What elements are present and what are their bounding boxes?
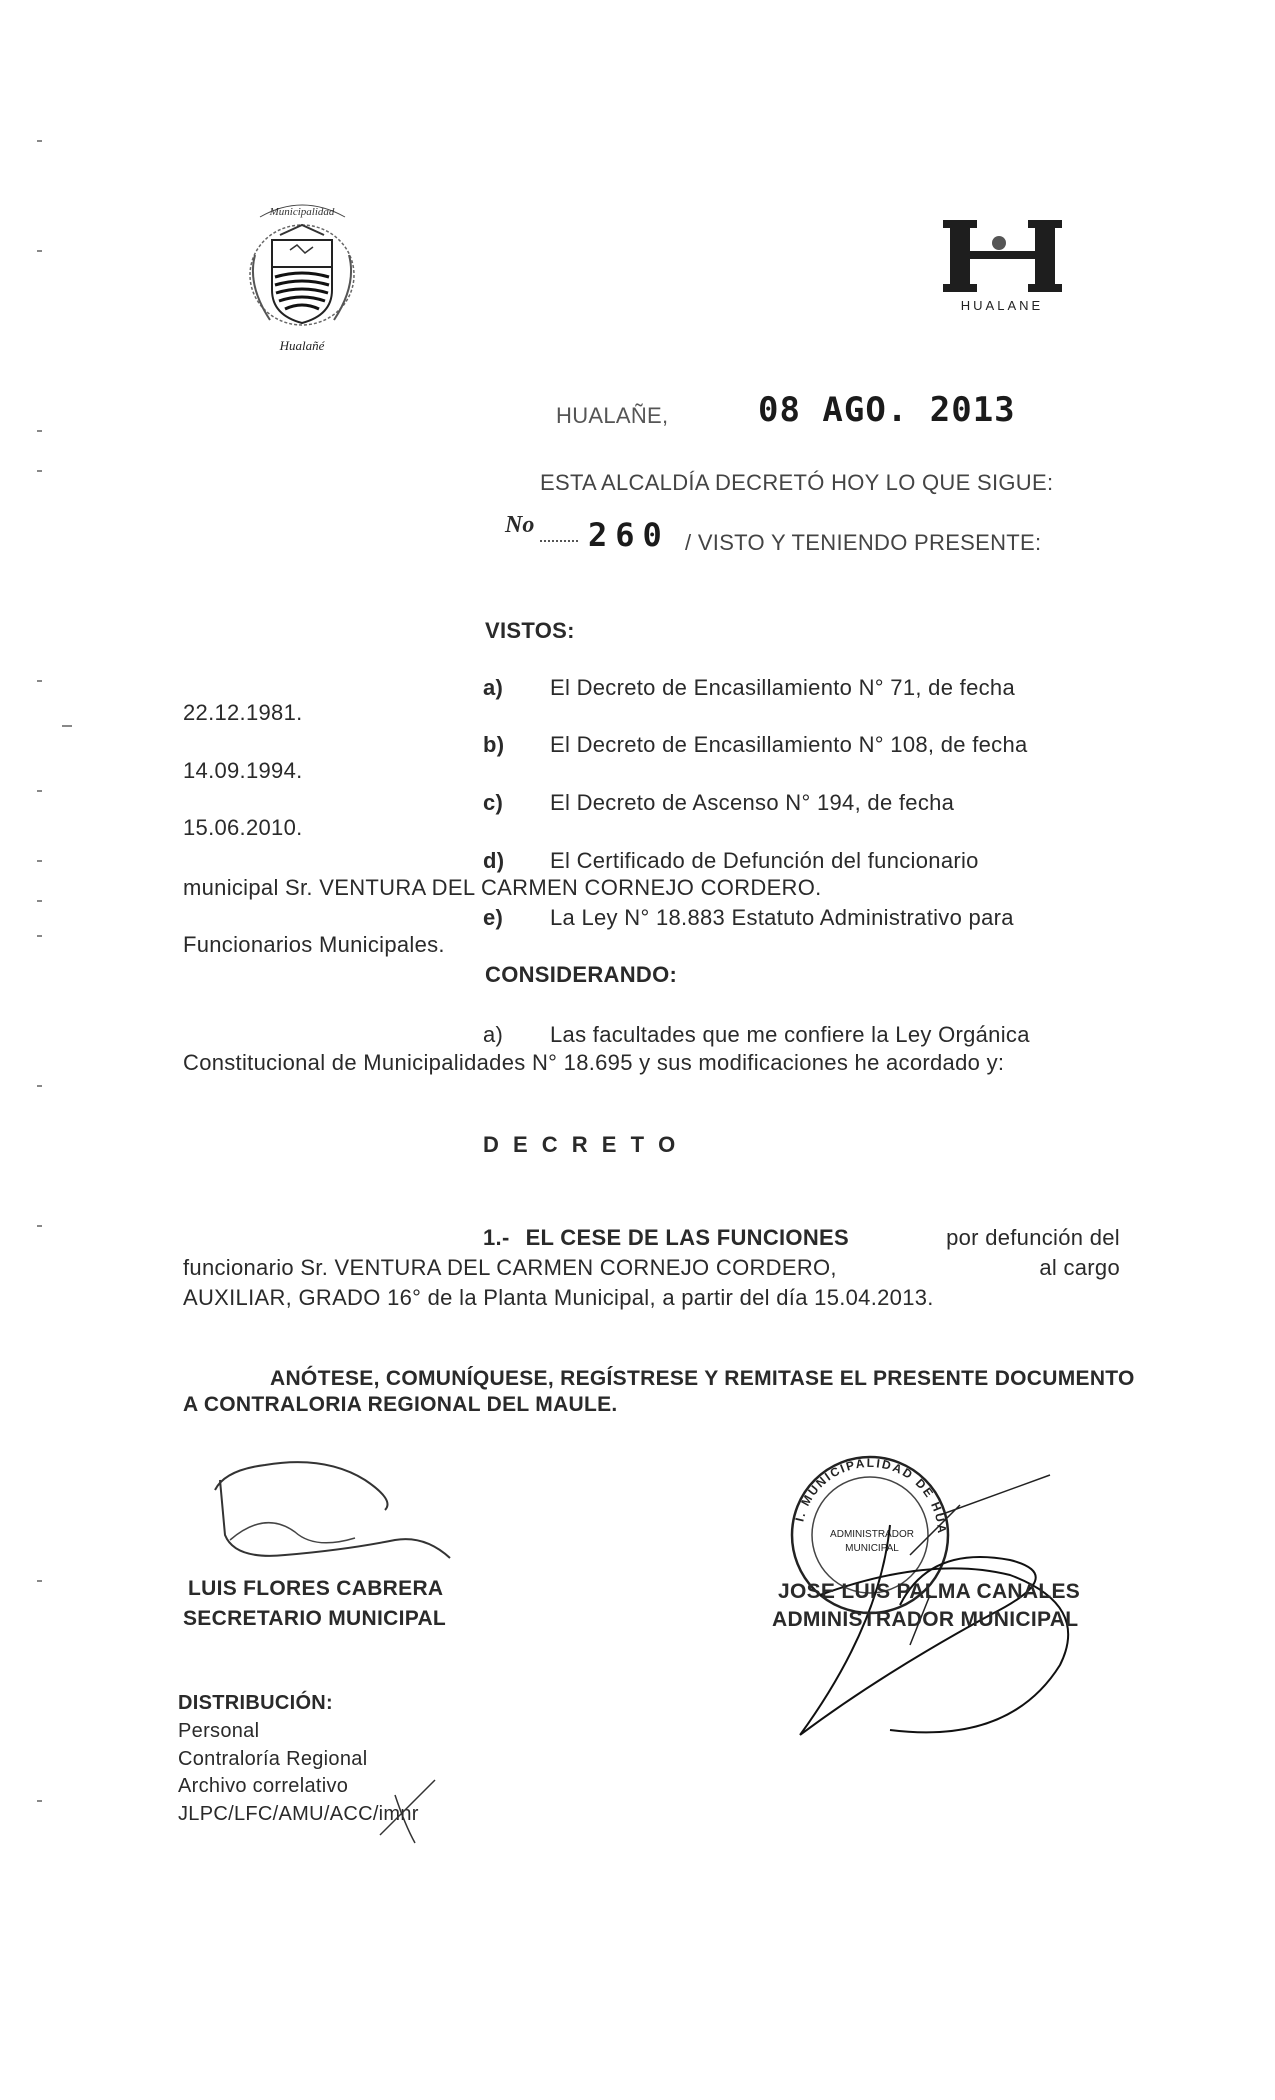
- vistos-item-cont: municipal Sr. VENTURA DEL CARMEN CORNEJO CORDERO.: [183, 875, 822, 900]
- decreto-line2-b: al cargo: [1039, 1255, 1120, 1280]
- left-signer-name: LUIS FLORES CABRERA: [188, 1577, 444, 1600]
- svg-text:ADMINISTRADOR: ADMINISTRADOR: [830, 1529, 914, 1540]
- distribution-item: Contraloría Regional: [178, 1748, 368, 1770]
- decreto-item-rest: por defunción del: [946, 1225, 1120, 1250]
- vistos-item-text: El Decreto de Ascenso N° 194, de fecha: [550, 790, 955, 815]
- initials-scribble: [375, 1765, 455, 1845]
- decreto-item-bold: EL CESE DE LAS FUNCIONES: [525, 1225, 849, 1250]
- svg-text:MUNICIPAL: MUNICIPAL: [845, 1543, 899, 1554]
- vistos-heading: VISTOS:: [485, 618, 575, 643]
- distribution-heading: DISTRIBUCIÓN:: [178, 1692, 334, 1714]
- svg-text:Hualañé: Hualañé: [279, 338, 325, 353]
- right-signer-name: JOSE LUIS PALMA CANALES: [778, 1580, 1081, 1603]
- distribution-item: Personal: [178, 1720, 260, 1742]
- date-stamp: 08 AGO. 2013: [758, 390, 1016, 430]
- vistos-item-text: El Decreto de Encasillamiento N° 71, de fecha: [550, 675, 1015, 700]
- vistos-item-letter: e): [483, 905, 504, 930]
- vistos-item-text: El Decreto de Encasillamiento N° 108, de fecha: [550, 732, 1028, 757]
- vistos-item-cont: 15.06.2010.: [183, 815, 303, 840]
- considerando-heading: CONSIDERANDO:: [485, 962, 678, 987]
- svg-text:HUALANE: HUALANE: [960, 298, 1044, 313]
- decreto-item-line-3: AUXILIAR, GRADO 16° de la Planta Municipal, a partir del día 15.04.2013.: [183, 1285, 934, 1310]
- vistos-item-letter: b): [483, 732, 505, 757]
- considerando-item-text: Las facultades que me confiere la Ley Orgánica: [550, 1022, 1030, 1047]
- decreto-item-line-1: [483, 1225, 1120, 1251]
- vistos-item-a: [483, 675, 1120, 701]
- vistos-item-cont: 22.12.1981.: [183, 700, 303, 725]
- decreto-item-line-2: [183, 1255, 1120, 1281]
- vistos-item-letter: d): [483, 848, 505, 873]
- vistos-item-b: [483, 732, 1120, 758]
- municipal-coat-of-arms-logo: [235, 195, 370, 355]
- decree-line-text: / VISTO Y TENIENDO PRESENTE:: [685, 530, 1042, 555]
- distribution-item: Archivo correlativo: [178, 1775, 349, 1797]
- distribution-item: JLPC/LFC/AMU/ACC/imnr: [178, 1803, 419, 1825]
- svg-text:Municipalidad: Municipalidad: [269, 206, 335, 218]
- decreto-item-number: 1.-: [483, 1225, 510, 1250]
- svg-text:I. MUNICIPALIDAD DE HUALAÑE: I. MUNICIPALIDAD DE HUA: [792, 1455, 950, 1536]
- hualane-brand-logo: [935, 215, 1070, 320]
- vistos-item-text: La Ley N° 18.883 Estatuto Administrativo para: [550, 905, 1014, 930]
- right-signer-title: ADMINISTRADOR MUNICIPAL: [772, 1608, 1079, 1631]
- decree-no-label: No: [505, 512, 535, 538]
- vistos-item-cont: 14.09.1994.: [183, 758, 303, 783]
- vistos-item-d: [483, 848, 1120, 874]
- place-label: HUALAÑE,: [556, 403, 669, 428]
- vistos-item-text: El Certificado de Defunción del funcionario: [550, 848, 979, 873]
- left-handwritten-signature: [205, 1440, 465, 1570]
- vistos-item-letter: c): [483, 790, 504, 815]
- considerando-item-letter: a): [483, 1022, 504, 1047]
- vistos-item-c: [483, 790, 1120, 816]
- considerando-item-a: [483, 1022, 1120, 1048]
- left-signer-title: SECRETARIO MUNICIPAL: [183, 1607, 447, 1630]
- vistos-item-e: [483, 905, 1120, 931]
- intro-line: ESTA ALCALDÍA DECRETÓ HOY LO QUE SIGUE:: [540, 470, 1054, 495]
- considerando-item-cont: Constitucional de Municipalidades N° 18.695 y sus modificaciones he acordado y:: [183, 1050, 1005, 1075]
- decree-number: 260: [588, 516, 670, 554]
- vistos-item-letter: a): [483, 675, 504, 700]
- decree-number-underline: [540, 540, 578, 542]
- vistos-item-cont: Funcionarios Municipales.: [183, 932, 445, 957]
- decreto-heading: D E C R E T O: [483, 1132, 680, 1157]
- closing-line-2: A CONTRALORIA REGIONAL DEL MAULE.: [183, 1393, 618, 1416]
- decreto-line2-a: funcionario Sr. VENTURA DEL CARMEN CORNEJO CORDERO,: [183, 1255, 837, 1280]
- closing-line-1: ANÓTESE, COMUNÍQUESE, REGÍSTRESE Y REMITASE EL PRESENTE DOCUMENTO: [270, 1367, 1135, 1390]
